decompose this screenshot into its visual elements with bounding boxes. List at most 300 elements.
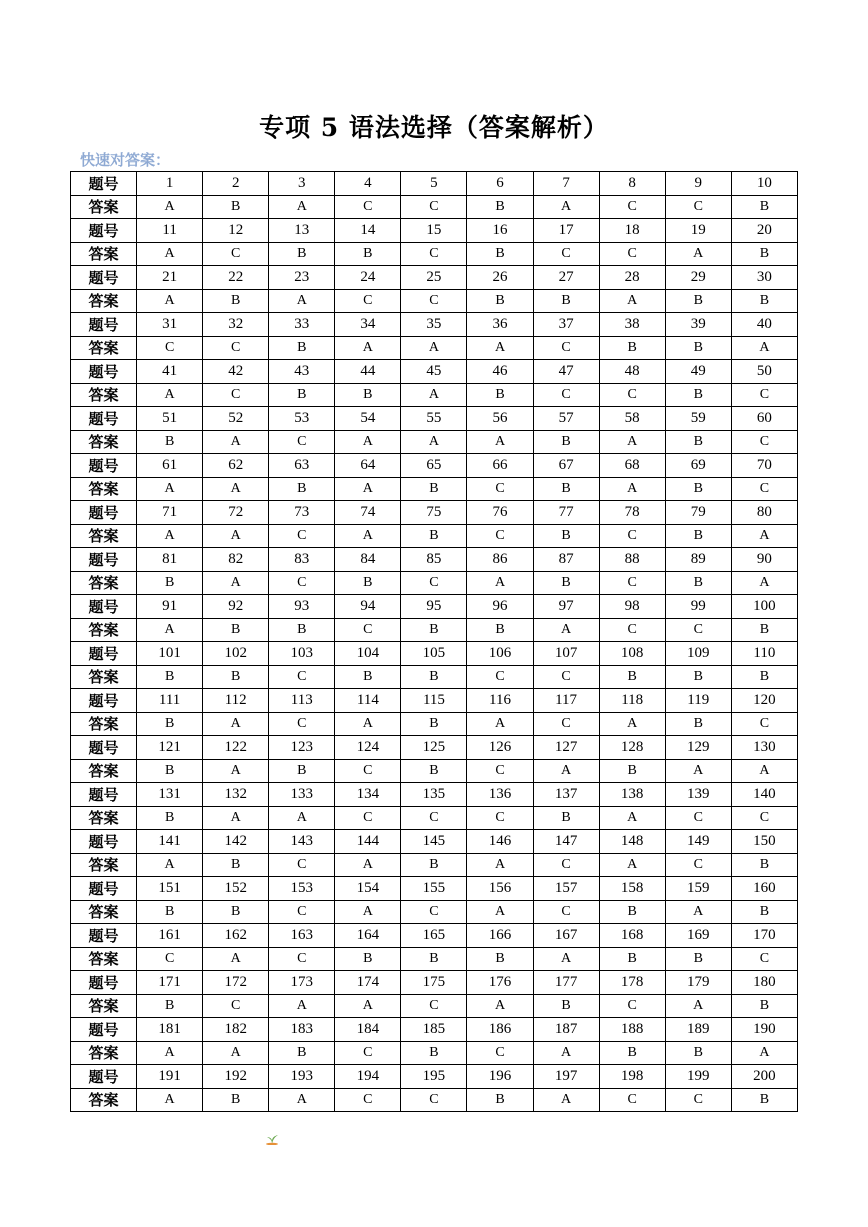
question-number-cell: 191 — [137, 1065, 203, 1089]
question-number-header: 题号 — [71, 407, 137, 431]
answer-cell: B — [203, 665, 269, 689]
answer-cell: C — [269, 430, 335, 454]
question-number-cell: 88 — [599, 548, 665, 572]
answer-row — [71, 430, 798, 454]
question-number-header: 题号 — [71, 1065, 137, 1089]
question-number-row — [71, 971, 798, 995]
answer-cell: B — [137, 900, 203, 924]
answer-cell: B — [599, 947, 665, 971]
answer-header: 答案 — [71, 477, 137, 501]
question-number-cell: 10 — [731, 172, 797, 196]
question-number-header: 题号 — [71, 595, 137, 619]
question-number-row — [71, 924, 798, 948]
answer-cell: C — [401, 289, 467, 313]
answer-cell: C — [599, 195, 665, 219]
answer-cell: C — [533, 336, 599, 360]
question-number-header: 题号 — [71, 830, 137, 854]
question-number-cell: 20 — [731, 219, 797, 243]
question-number-cell: 152 — [203, 877, 269, 901]
question-number-cell: 104 — [335, 642, 401, 666]
answer-cell: A — [533, 759, 599, 783]
question-number-cell: 178 — [599, 971, 665, 995]
answer-cell: A — [203, 806, 269, 830]
question-number-cell: 108 — [599, 642, 665, 666]
answer-cell: A — [599, 289, 665, 313]
question-number-cell: 91 — [137, 595, 203, 619]
question-number-cell: 52 — [203, 407, 269, 431]
question-number-cell: 62 — [203, 454, 269, 478]
answer-row — [71, 195, 798, 219]
answer-cell: A — [599, 430, 665, 454]
answer-header: 答案 — [71, 571, 137, 595]
question-number-row — [71, 266, 798, 290]
answer-cell: A — [665, 759, 731, 783]
answer-cell: A — [335, 900, 401, 924]
answer-cell: C — [401, 195, 467, 219]
question-number-cell: 102 — [203, 642, 269, 666]
question-number-cell: 33 — [269, 313, 335, 337]
question-number-cell: 45 — [401, 360, 467, 384]
question-number-row — [71, 877, 798, 901]
question-number-cell: 182 — [203, 1018, 269, 1042]
answer-cell: C — [335, 195, 401, 219]
question-number-cell: 117 — [533, 689, 599, 713]
question-number-cell: 135 — [401, 783, 467, 807]
answer-table — [70, 171, 798, 1112]
question-number-cell: 54 — [335, 407, 401, 431]
answer-cell: A — [203, 524, 269, 548]
answer-cell: C — [401, 806, 467, 830]
question-number-cell: 26 — [467, 266, 533, 290]
answer-header: 答案 — [71, 947, 137, 971]
answer-cell: B — [665, 524, 731, 548]
question-number-cell: 114 — [335, 689, 401, 713]
answer-cell: B — [269, 242, 335, 266]
answer-cell: B — [269, 383, 335, 407]
answer-cell: B — [533, 430, 599, 454]
answer-cell: C — [731, 712, 797, 736]
question-number-cell: 68 — [599, 454, 665, 478]
answer-cell: B — [203, 853, 269, 877]
question-number-cell: 12 — [203, 219, 269, 243]
question-number-row — [71, 689, 798, 713]
question-number-cell: 157 — [533, 877, 599, 901]
answer-header: 答案 — [71, 1041, 137, 1065]
answer-cell: A — [467, 900, 533, 924]
question-number-cell: 79 — [665, 501, 731, 525]
answer-cell: A — [665, 242, 731, 266]
question-number-cell: 196 — [467, 1065, 533, 1089]
answer-row — [71, 900, 798, 924]
question-number-cell: 87 — [533, 548, 599, 572]
question-number-row — [71, 1018, 798, 1042]
question-number-cell: 129 — [665, 736, 731, 760]
answer-cell: C — [467, 1041, 533, 1065]
question-number-cell: 94 — [335, 595, 401, 619]
question-number-cell: 59 — [665, 407, 731, 431]
answer-cell: B — [335, 665, 401, 689]
answer-header: 答案 — [71, 195, 137, 219]
answer-header: 答案 — [71, 289, 137, 313]
answer-cell: C — [401, 900, 467, 924]
question-number-row — [71, 360, 798, 384]
answer-header: 答案 — [71, 336, 137, 360]
question-number-header: 题号 — [71, 642, 137, 666]
answer-cell: B — [401, 1041, 467, 1065]
question-number-header: 题号 — [71, 783, 137, 807]
question-number-cell: 124 — [335, 736, 401, 760]
answer-cell: A — [401, 336, 467, 360]
answer-cell: B — [269, 618, 335, 642]
question-number-cell: 36 — [467, 313, 533, 337]
question-number-cell: 82 — [203, 548, 269, 572]
question-number-cell: 66 — [467, 454, 533, 478]
answer-cell: B — [731, 289, 797, 313]
answer-cell: A — [401, 430, 467, 454]
question-number-header: 题号 — [71, 501, 137, 525]
question-number-cell: 146 — [467, 830, 533, 854]
question-number-cell: 170 — [731, 924, 797, 948]
answer-cell: B — [137, 430, 203, 454]
question-number-cell: 80 — [731, 501, 797, 525]
answer-cell: B — [137, 712, 203, 736]
answer-cell: C — [269, 524, 335, 548]
question-number-row — [71, 172, 798, 196]
answer-cell: C — [203, 242, 269, 266]
question-number-row — [71, 1065, 798, 1089]
answer-cell: A — [137, 477, 203, 501]
answer-cell: C — [269, 947, 335, 971]
question-number-row — [71, 454, 798, 478]
answer-cell: B — [467, 242, 533, 266]
answer-cell: C — [335, 1088, 401, 1112]
answer-row — [71, 806, 798, 830]
question-number-cell: 195 — [401, 1065, 467, 1089]
answer-cell: C — [401, 242, 467, 266]
question-number-cell: 132 — [203, 783, 269, 807]
answer-cell: A — [335, 994, 401, 1018]
question-number-cell: 19 — [665, 219, 731, 243]
quick-answers-label: 快速对答案： — [80, 151, 171, 169]
question-number-cell: 189 — [665, 1018, 731, 1042]
answer-cell: A — [137, 618, 203, 642]
question-number-cell: 25 — [401, 266, 467, 290]
question-number-cell: 131 — [137, 783, 203, 807]
question-number-cell: 64 — [335, 454, 401, 478]
question-number-row — [71, 219, 798, 243]
question-number-row — [71, 313, 798, 337]
question-number-header: 题号 — [71, 971, 137, 995]
question-number-cell: 140 — [731, 783, 797, 807]
answer-row — [71, 477, 798, 501]
question-number-cell: 81 — [137, 548, 203, 572]
answer-cell: B — [665, 383, 731, 407]
answer-header: 答案 — [71, 242, 137, 266]
question-number-cell: 101 — [137, 642, 203, 666]
question-number-cell: 197 — [533, 1065, 599, 1089]
answer-cell: B — [533, 806, 599, 830]
question-number-cell: 142 — [203, 830, 269, 854]
question-number-cell: 37 — [533, 313, 599, 337]
answer-cell: A — [203, 430, 269, 454]
answer-cell: B — [137, 759, 203, 783]
answer-cell: B — [401, 947, 467, 971]
answer-cell: A — [665, 994, 731, 1018]
question-number-cell: 155 — [401, 877, 467, 901]
question-number-cell: 121 — [137, 736, 203, 760]
question-number-cell: 106 — [467, 642, 533, 666]
answer-cell: A — [665, 900, 731, 924]
question-number-cell: 126 — [467, 736, 533, 760]
answer-cell: B — [203, 1088, 269, 1112]
question-number-cell: 32 — [203, 313, 269, 337]
answer-cell: B — [533, 289, 599, 313]
answer-cell: A — [269, 289, 335, 313]
answer-cell: C — [533, 665, 599, 689]
answer-header: 答案 — [71, 618, 137, 642]
answer-cell: A — [731, 1041, 797, 1065]
answer-cell: C — [467, 665, 533, 689]
answer-cell: C — [335, 759, 401, 783]
question-number-header: 题号 — [71, 548, 137, 572]
question-number-cell: 163 — [269, 924, 335, 948]
question-number-cell: 46 — [467, 360, 533, 384]
question-number-cell: 39 — [665, 313, 731, 337]
question-number-header: 题号 — [71, 877, 137, 901]
question-number-cell: 177 — [533, 971, 599, 995]
question-number-cell: 100 — [731, 595, 797, 619]
question-number-cell: 42 — [203, 360, 269, 384]
question-number-header: 题号 — [71, 266, 137, 290]
answer-cell: A — [533, 1088, 599, 1112]
question-number-cell: 65 — [401, 454, 467, 478]
question-number-cell: 23 — [269, 266, 335, 290]
question-number-cell: 125 — [401, 736, 467, 760]
question-number-cell: 109 — [665, 642, 731, 666]
question-number-cell: 107 — [533, 642, 599, 666]
question-number-cell: 47 — [533, 360, 599, 384]
answer-cell: B — [401, 665, 467, 689]
question-number-cell: 144 — [335, 830, 401, 854]
question-number-cell: 165 — [401, 924, 467, 948]
question-number-cell: 186 — [467, 1018, 533, 1042]
question-number-cell: 57 — [533, 407, 599, 431]
answer-cell: C — [137, 336, 203, 360]
question-number-cell: 156 — [467, 877, 533, 901]
answer-cell: B — [731, 195, 797, 219]
question-number-cell: 180 — [731, 971, 797, 995]
question-number-cell: 160 — [731, 877, 797, 901]
question-number-cell: 137 — [533, 783, 599, 807]
question-number-cell: 147 — [533, 830, 599, 854]
question-number-cell: 187 — [533, 1018, 599, 1042]
question-number-cell: 63 — [269, 454, 335, 478]
answer-cell: C — [599, 242, 665, 266]
answer-cell: A — [467, 336, 533, 360]
answer-cell: B — [467, 947, 533, 971]
answer-cell: B — [599, 1041, 665, 1065]
answer-cell: B — [137, 994, 203, 1018]
answer-row — [71, 383, 798, 407]
question-number-cell: 15 — [401, 219, 467, 243]
answer-cell: C — [467, 759, 533, 783]
answer-cell: A — [467, 712, 533, 736]
question-number-cell: 28 — [599, 266, 665, 290]
question-number-cell: 83 — [269, 548, 335, 572]
answer-cell: B — [269, 336, 335, 360]
question-number-cell: 11 — [137, 219, 203, 243]
answer-cell: A — [731, 336, 797, 360]
answer-header: 答案 — [71, 430, 137, 454]
answer-row — [71, 665, 798, 689]
question-number-cell: 172 — [203, 971, 269, 995]
question-number-cell: 166 — [467, 924, 533, 948]
question-number-cell: 103 — [269, 642, 335, 666]
answer-header: 答案 — [71, 806, 137, 830]
answer-cell: C — [203, 994, 269, 1018]
answer-cell: C — [731, 806, 797, 830]
answer-cell: C — [335, 806, 401, 830]
question-number-cell: 78 — [599, 501, 665, 525]
answer-cell: A — [335, 524, 401, 548]
question-number-cell: 168 — [599, 924, 665, 948]
answer-cell: C — [203, 336, 269, 360]
answer-cell: C — [467, 524, 533, 548]
answer-cell: B — [665, 665, 731, 689]
answer-cell: C — [269, 712, 335, 736]
question-number-cell: 56 — [467, 407, 533, 431]
question-number-row — [71, 595, 798, 619]
page-title: 专项 5 语法选择（答案解析） — [259, 113, 609, 142]
answer-cell: A — [533, 1041, 599, 1065]
answer-cell: C — [401, 1088, 467, 1112]
question-number-cell: 151 — [137, 877, 203, 901]
question-number-cell: 17 — [533, 219, 599, 243]
answer-cell: C — [533, 383, 599, 407]
question-number-cell: 5 — [401, 172, 467, 196]
question-number-row — [71, 407, 798, 431]
answer-cell: B — [731, 1088, 797, 1112]
answer-cell: A — [203, 947, 269, 971]
question-number-cell: 127 — [533, 736, 599, 760]
question-number-cell: 97 — [533, 595, 599, 619]
answer-cell: C — [665, 1088, 731, 1112]
question-number-cell: 51 — [137, 407, 203, 431]
question-number-cell: 161 — [137, 924, 203, 948]
question-number-cell: 130 — [731, 736, 797, 760]
question-number-cell: 31 — [137, 313, 203, 337]
answer-cell: B — [137, 806, 203, 830]
question-number-cell: 72 — [203, 501, 269, 525]
answer-cell: C — [269, 665, 335, 689]
question-number-cell: 27 — [533, 266, 599, 290]
answer-row — [71, 336, 798, 360]
question-number-cell: 194 — [335, 1065, 401, 1089]
question-number-cell: 84 — [335, 548, 401, 572]
answer-header: 答案 — [71, 900, 137, 924]
answer-cell: A — [137, 195, 203, 219]
answer-cell: A — [335, 430, 401, 454]
answer-cell: B — [665, 1041, 731, 1065]
plant-sprout-icon — [263, 1133, 281, 1145]
answer-cell: C — [599, 618, 665, 642]
answer-cell: C — [533, 242, 599, 266]
question-number-cell: 162 — [203, 924, 269, 948]
question-number-cell: 4 — [335, 172, 401, 196]
answer-cell: C — [665, 806, 731, 830]
question-number-cell: 89 — [665, 548, 731, 572]
question-number-header: 题号 — [71, 454, 137, 478]
question-number-cell: 122 — [203, 736, 269, 760]
question-number-cell: 22 — [203, 266, 269, 290]
answer-cell: B — [467, 289, 533, 313]
answer-cell: A — [203, 712, 269, 736]
answer-cell: C — [599, 383, 665, 407]
question-number-cell: 77 — [533, 501, 599, 525]
question-number-header: 题号 — [71, 360, 137, 384]
answer-cell: A — [599, 477, 665, 501]
question-number-cell: 188 — [599, 1018, 665, 1042]
answer-cell: B — [731, 665, 797, 689]
answer-cell: A — [335, 477, 401, 501]
question-number-cell: 192 — [203, 1065, 269, 1089]
answer-cell: B — [401, 712, 467, 736]
question-number-cell: 138 — [599, 783, 665, 807]
question-number-cell: 69 — [665, 454, 731, 478]
answer-cell: B — [467, 195, 533, 219]
answer-cell: C — [401, 571, 467, 595]
answer-cell: B — [269, 1041, 335, 1065]
answer-cell: C — [599, 1088, 665, 1112]
question-number-cell: 148 — [599, 830, 665, 854]
answer-header: 答案 — [71, 1088, 137, 1112]
answer-header: 答案 — [71, 665, 137, 689]
question-number-row — [71, 736, 798, 760]
answer-cell: A — [203, 759, 269, 783]
question-number-cell: 14 — [335, 219, 401, 243]
question-number-cell: 48 — [599, 360, 665, 384]
answer-cell: B — [467, 618, 533, 642]
question-number-cell: 118 — [599, 689, 665, 713]
answer-cell: C — [269, 900, 335, 924]
question-number-cell: 133 — [269, 783, 335, 807]
question-number-cell: 21 — [137, 266, 203, 290]
answer-cell: A — [137, 242, 203, 266]
answer-cell: C — [401, 994, 467, 1018]
answer-cell: B — [335, 947, 401, 971]
answer-cell: A — [533, 618, 599, 642]
answer-cell: C — [533, 900, 599, 924]
answer-cell: B — [137, 665, 203, 689]
answer-cell: A — [467, 571, 533, 595]
question-number-cell: 40 — [731, 313, 797, 337]
answer-cell: A — [335, 853, 401, 877]
question-number-cell: 70 — [731, 454, 797, 478]
question-number-cell: 111 — [137, 689, 203, 713]
question-number-cell: 184 — [335, 1018, 401, 1042]
answer-cell: A — [269, 994, 335, 1018]
answer-cell: B — [533, 524, 599, 548]
question-number-cell: 120 — [731, 689, 797, 713]
answer-cell: A — [269, 1088, 335, 1112]
question-number-cell: 6 — [467, 172, 533, 196]
question-number-cell: 90 — [731, 548, 797, 572]
answer-cell: B — [137, 571, 203, 595]
answer-row — [71, 571, 798, 595]
answer-cell: A — [269, 195, 335, 219]
answer-header: 答案 — [71, 383, 137, 407]
question-number-cell: 171 — [137, 971, 203, 995]
